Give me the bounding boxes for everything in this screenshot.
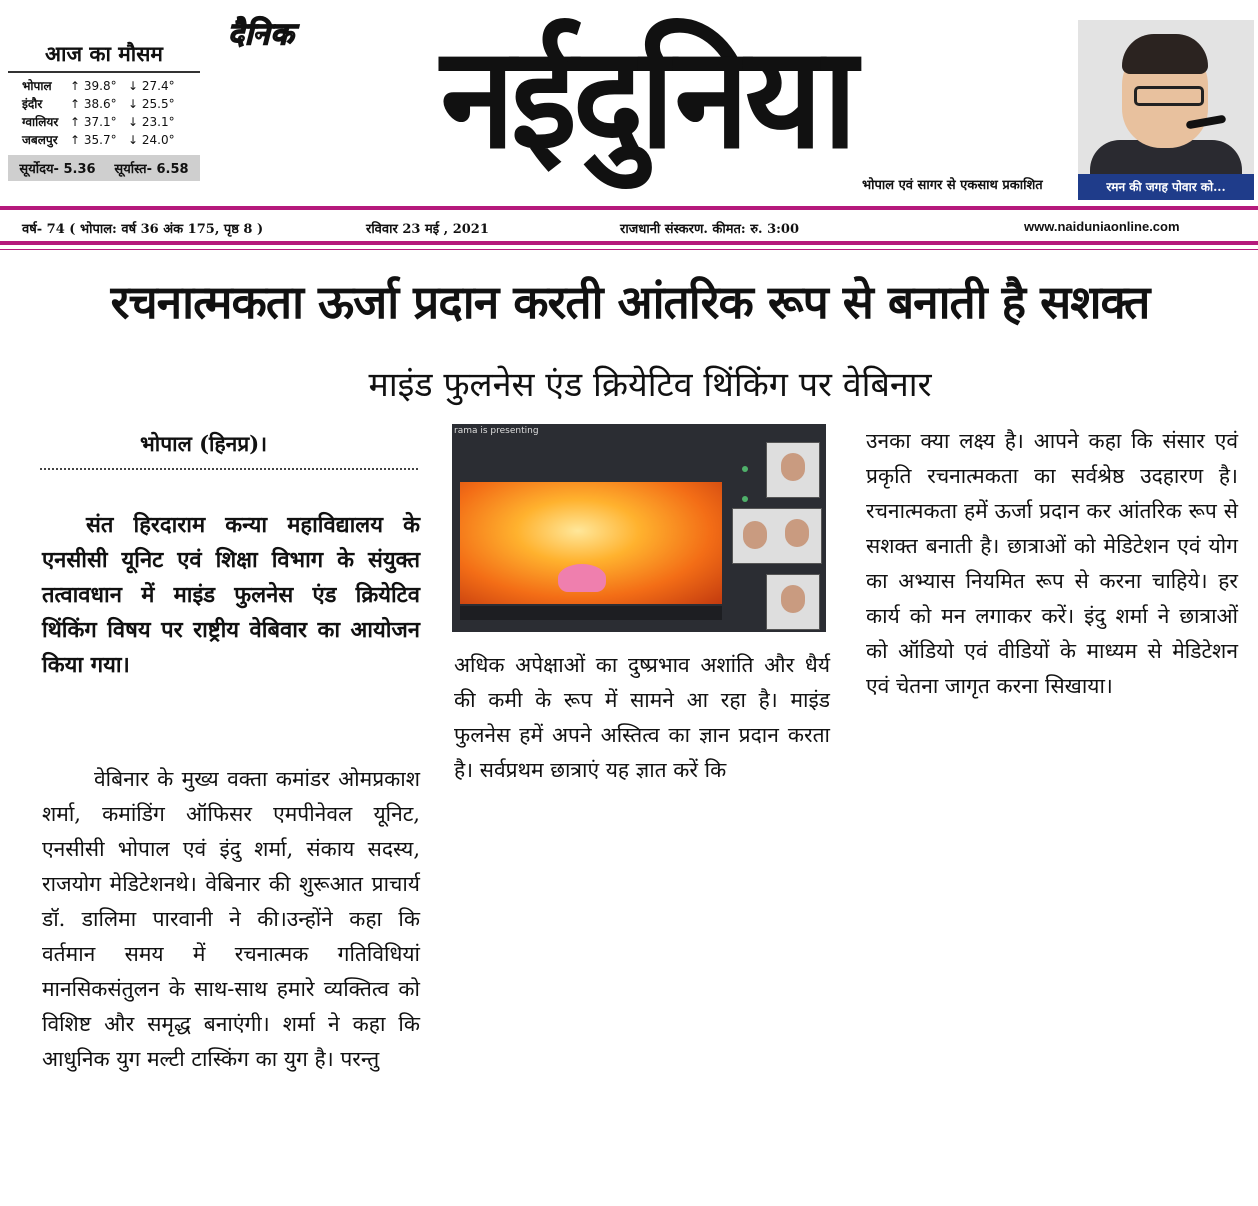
- participant-tile: [732, 508, 822, 564]
- weather-row: [8, 131, 200, 149]
- weather-low: ↓ 24.0°: [128, 133, 175, 147]
- dateline-rule: [0, 241, 1258, 245]
- presentation-toolbar: [460, 606, 722, 620]
- weather-row: [8, 77, 200, 95]
- weather-city: भोपाल: [22, 79, 52, 93]
- participant-avatar: [781, 453, 805, 481]
- participant-avatar: [743, 521, 767, 549]
- weather-title: आज का मौसम: [8, 40, 200, 73]
- masthead-tagline: भोपाल एवं सागर से एकसाथ प्रकाशित: [862, 178, 1043, 193]
- dotted-divider: [40, 468, 418, 470]
- status-dot-icon: [742, 496, 748, 502]
- logo-prefix: दैनिक: [228, 17, 295, 52]
- weather-high: ↑ 37.1°: [70, 115, 117, 129]
- dateline-rule-thin: [0, 249, 1258, 250]
- weather-city: ग्वालियर: [22, 115, 59, 129]
- photo-caption: rama is presenting: [454, 426, 539, 436]
- sunrise-time: सूर्योदय- 5.36: [19, 162, 96, 177]
- promo-photo-hair: [1122, 34, 1208, 74]
- sunset-time: सूर्यास्त- 6.58: [114, 162, 189, 177]
- price-info: राजधानी संस्करण. कीमत: रु. 3:00: [620, 222, 800, 237]
- edition-info: वर्ष- 74 ( भोपाल: वर्ष 36 अंक 175, पृष्ठ 8 ): [22, 222, 264, 237]
- weather-city: जबलपुर: [22, 133, 58, 147]
- article-column-1: वेबिनार के मुख्य वक्ता कमांडर ओमप्रकाश शर्मा, कमांडिंग ऑफिसर एमपीनेवल यूनिट, एनसीसी भोपाल एवं इंदु शर्मा, संकाय सदस्य, राजयोग मेडिटेशनथे। वेबिनार की शुरूआत प्राचार्य डॉ. डालिमा पारवानी ने की।उन्होंने कहा कि वर्तमान समय में रचनात्मक गतिविधियां मानसिकसंतुलन के साथ-साथ हमारे व्यक्तित्व को विशिष्ट और समृद्ध बनाएंगी। शर्मा ने कहा कि आधुनिक युग मल्टी टास्किंग का युग है। परन्तु: [42, 767, 420, 1071]
- weather-high: ↑ 35.7°: [70, 133, 117, 147]
- status-dot-icon: [742, 466, 748, 472]
- weather-low: ↓ 27.4°: [128, 79, 175, 93]
- article-lead: संत हिरदाराम कन्या महाविद्यालय के एनसीसी यूनिट एवं शिक्षा विभाग के संयुक्त तत्वावधान में माइंड फुलनेस एंड क्रियेटिव थिंकिंग विषय पर राष्ट्रीय वेबिवार का आयोजन किया गया।: [42, 512, 420, 678]
- weather-low: ↓ 23.1°: [128, 115, 175, 129]
- article-headline: रचनात्मकता ऊर्जा प्रदान करती आंतरिक रूप से बनाती है सशक्त: [110, 275, 1150, 329]
- masthead-rule: [0, 206, 1258, 210]
- article-column-2: अधिक अपेक्षाओं का दुष्प्रभाव अशांति और धैर्य की कमी के रूप में सामने आ रहा है। माइंड फुलनेस हमें अपने अस्तित्व का ज्ञान प्रदान करता है। सर्वप्रथम छात्राएं यह ज्ञात करें कि: [454, 653, 830, 782]
- weather-high: ↑ 38.6°: [70, 97, 117, 111]
- website-link[interactable]: www.naiduniaonline.com: [1024, 219, 1180, 234]
- webinar-screenshot: [452, 424, 826, 632]
- weather-box: [8, 40, 200, 190]
- weather-low: ↓ 25.5°: [128, 97, 175, 111]
- article-place: भोपाल (हिनप्र)।: [140, 431, 268, 456]
- weather-city: इंदौर: [22, 97, 43, 111]
- participant-avatar: [785, 519, 809, 547]
- weather-row: [8, 113, 200, 131]
- lotus-icon: [558, 564, 606, 592]
- weather-row: [8, 95, 200, 113]
- promo-photo-glasses: [1134, 86, 1204, 106]
- article-subhead: माइंड फुलनेस एंड क्रियेटिव थिंकिंग पर वेबिनार: [368, 365, 932, 405]
- weather-high: ↑ 39.8°: [70, 79, 117, 93]
- promo-box: [1078, 20, 1254, 200]
- issue-date: रविवार 23 मई , 2021: [366, 222, 489, 237]
- sun-times: [8, 155, 200, 181]
- participant-avatar: [781, 585, 805, 613]
- promo-caption: रमन की जगह पोवार को...: [1078, 174, 1254, 200]
- newspaper-logo: नईदुनिया: [440, 16, 854, 180]
- article-column-3: उनका क्या लक्ष्य है। आपने कहा कि संसार एवं प्रकृति रचनात्मकता का सर्वश्रेष्ठ उदहारण है। रचनात्मकता हमें ऊर्जा प्रदान कर आंतरिक रूप से सशक्त बनाती है। छात्राओं को मेडिटेशन एवं योग का अभ्यास नियमित रूप से करना चाहिये। हर कार्य को मन लगाकर करें। इंदु शर्मा ने छात्राओं को ऑडियो एवं वीडियों के माध्यम से मेडिटेशन एवं चेतना जागृत करना सिखाया।: [866, 429, 1238, 698]
- participant-tile: [766, 574, 820, 630]
- dateline-bar: [0, 213, 1258, 241]
- participant-tile: [766, 442, 820, 498]
